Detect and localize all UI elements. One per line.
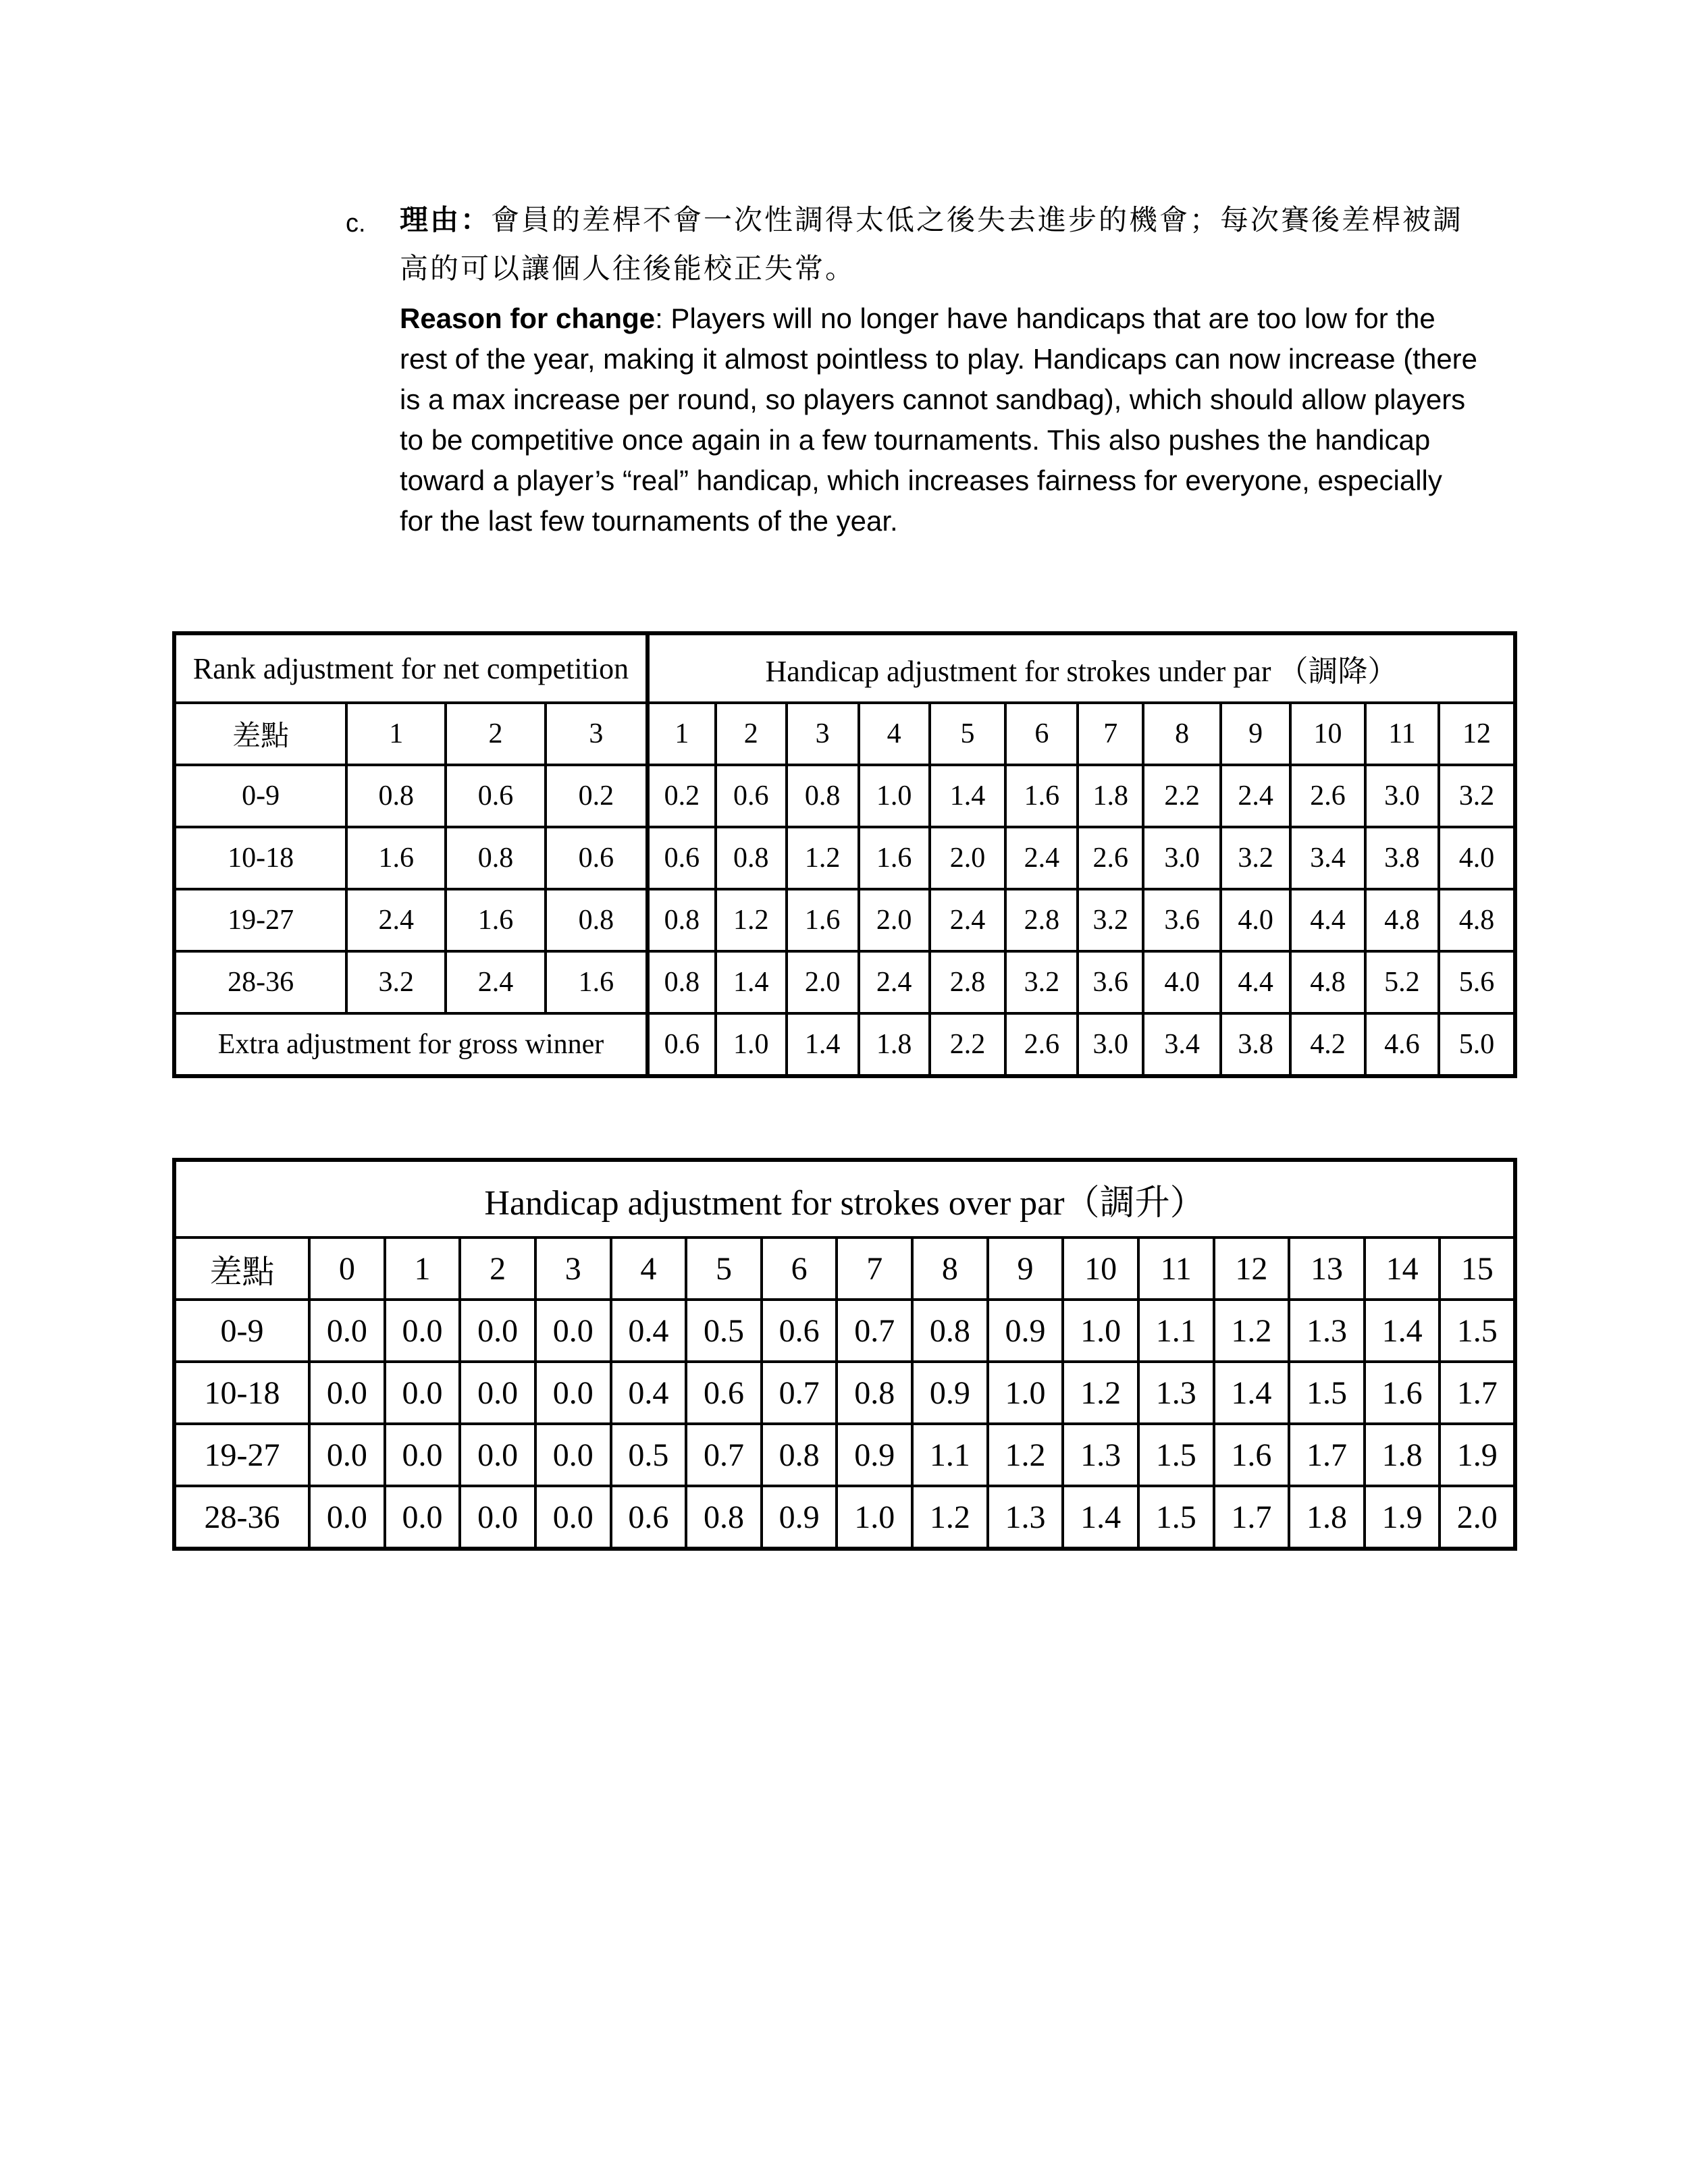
over-par-title: Handicap adjustment for strokes over par（調升） — [174, 1160, 1515, 1237]
under-par-value: 0.8 — [716, 827, 787, 889]
over-par-column-header: 14 — [1365, 1237, 1440, 1300]
rank-value: 0.8 — [446, 827, 545, 889]
under-par-value: 1.2 — [716, 889, 787, 951]
over-par-value: 0.7 — [837, 1300, 912, 1362]
over-par-value: 1.2 — [912, 1486, 988, 1549]
over-par-column-header: 4 — [611, 1237, 687, 1300]
over-par-value: 1.5 — [1289, 1362, 1365, 1424]
over-par-value: 0.6 — [762, 1300, 837, 1362]
under-par-value: 4.8 — [1290, 951, 1365, 1013]
under-par-value: 1.2 — [787, 827, 859, 889]
over-par-column-header: 2 — [460, 1237, 535, 1300]
over-par-value: 0.0 — [385, 1424, 460, 1486]
under-par-value: 2.0 — [787, 951, 859, 1013]
handicap-range: 10-18 — [174, 827, 346, 889]
over-par-value: 1.6 — [1365, 1362, 1440, 1424]
over-par-column-header: 8 — [912, 1237, 988, 1300]
over-par-value: 0.0 — [385, 1362, 460, 1424]
rank-value: 3.2 — [346, 951, 446, 1013]
under-par-value: 1.8 — [1078, 765, 1143, 827]
over-par-adjustment-table — [172, 1158, 1517, 1551]
under-par-value: 5.2 — [1365, 951, 1439, 1013]
under-par-column-header: 12 — [1439, 703, 1515, 765]
over-par-column-header: 10 — [1063, 1237, 1138, 1300]
over-par-value: 0.9 — [762, 1486, 837, 1549]
under-par-value: 2.2 — [1143, 765, 1221, 827]
over-par-value: 0.4 — [611, 1362, 687, 1424]
over-par-value: 0.0 — [535, 1300, 611, 1362]
over-par-value: 1.7 — [1289, 1424, 1365, 1486]
under-par-value: 3.2 — [1078, 889, 1143, 951]
gross-winner-value: 1.8 — [859, 1013, 930, 1076]
under-par-value: 4.8 — [1439, 889, 1515, 951]
under-par-column-header: 2 — [716, 703, 787, 765]
gross-winner-value: 4.6 — [1365, 1013, 1439, 1076]
gross-winner-value: 2.2 — [930, 1013, 1006, 1076]
under-par-value: 1.6 — [1005, 765, 1078, 827]
handicap-range: 28-36 — [174, 1486, 309, 1549]
over-par-value: 0.0 — [535, 1424, 611, 1486]
chinese-reason-text: 會員的差桿不會一次性調得太低之後失去進步的機會；每次賽後差桿被調高的可以讓個人往後能校正失常。 — [400, 203, 1464, 285]
under-par-value: 4.4 — [1221, 951, 1290, 1013]
over-par-column-header: 3 — [535, 1237, 611, 1300]
rank-value: 2.4 — [446, 951, 545, 1013]
over-par-value: 1.3 — [1063, 1424, 1138, 1486]
under-par-value: 0.6 — [648, 827, 716, 889]
gross-winner-row — [174, 1013, 1515, 1076]
over-par-value: 0.8 — [762, 1424, 837, 1486]
over-par-column-header: 0 — [309, 1237, 385, 1300]
rank-adjustment-header: Rank adjustment for net competition — [174, 633, 648, 703]
under-par-value: 4.0 — [1143, 951, 1221, 1013]
under-par-value: 2.0 — [930, 827, 1006, 889]
under-par-value: 0.6 — [716, 765, 787, 827]
under-par-column-header: 6 — [1005, 703, 1078, 765]
over-par-column-header: 7 — [837, 1237, 912, 1300]
under-par-column-header: 8 — [1143, 703, 1221, 765]
under-par-value: 3.0 — [1143, 827, 1221, 889]
gross-winner-value: 3.4 — [1143, 1013, 1221, 1076]
under-par-value: 1.4 — [930, 765, 1006, 827]
under-par-value: 3.0 — [1365, 765, 1439, 827]
over-par-value: 2.0 — [1440, 1486, 1515, 1549]
over-par-value: 1.1 — [1138, 1300, 1214, 1362]
under-par-value: 0.8 — [787, 765, 859, 827]
under-par-value: 5.6 — [1439, 951, 1515, 1013]
under-par-value: 3.6 — [1143, 889, 1221, 951]
over-par-value: 0.7 — [762, 1362, 837, 1424]
table1-column-row — [174, 703, 1515, 765]
handicap-range: 0-9 — [174, 765, 346, 827]
over-par-value: 1.3 — [1138, 1362, 1214, 1424]
table-row — [174, 951, 1515, 1013]
gross-winner-value: 3.8 — [1221, 1013, 1290, 1076]
over-par-value: 1.9 — [1440, 1424, 1515, 1486]
under-par-header: Handicap adjustment for strokes under par （調降） — [648, 633, 1515, 703]
over-par-value: 1.9 — [1365, 1486, 1440, 1549]
rank-value: 1.6 — [546, 951, 648, 1013]
table-row — [174, 1362, 1515, 1424]
over-par-value: 1.0 — [1063, 1300, 1138, 1362]
gross-winner-value: 3.0 — [1078, 1013, 1143, 1076]
under-par-value: 2.4 — [859, 951, 930, 1013]
rank-column-header: 3 — [546, 703, 648, 765]
over-par-value: 0.6 — [611, 1486, 687, 1549]
over-par-value: 0.0 — [309, 1300, 385, 1362]
over-par-value: 1.4 — [1365, 1300, 1440, 1362]
table-row — [174, 889, 1515, 951]
english-reason-label: Reason for change — [400, 302, 656, 334]
over-par-value: 1.6 — [1214, 1424, 1290, 1486]
gross-winner-value: 1.0 — [716, 1013, 787, 1076]
under-par-column-header: 5 — [930, 703, 1006, 765]
over-par-value: 0.0 — [460, 1486, 535, 1549]
over-par-value: 0.5 — [686, 1300, 762, 1362]
over-par-value: 1.7 — [1440, 1362, 1515, 1424]
table-row — [174, 1300, 1515, 1362]
over-par-value: 0.0 — [460, 1300, 535, 1362]
under-par-value: 2.6 — [1290, 765, 1365, 827]
over-par-value: 0.0 — [535, 1362, 611, 1424]
table2-title-row — [174, 1160, 1515, 1237]
under-par-value: 2.4 — [1005, 827, 1078, 889]
over-par-value: 1.1 — [912, 1424, 988, 1486]
over-par-value: 1.8 — [1365, 1424, 1440, 1486]
under-par-value: 2.8 — [1005, 889, 1078, 951]
over-par-column-header: 15 — [1440, 1237, 1515, 1300]
over-par-value: 0.4 — [611, 1300, 687, 1362]
over-par-value: 0.7 — [686, 1424, 762, 1486]
under-par-column-header: 3 — [787, 703, 859, 765]
over-par-column-header: 5 — [686, 1237, 762, 1300]
over-par-column-header: 13 — [1289, 1237, 1365, 1300]
under-par-value: 4.4 — [1290, 889, 1365, 951]
handicap-range: 19-27 — [174, 889, 346, 951]
under-par-column-header: 11 — [1365, 703, 1439, 765]
under-par-value: 0.8 — [648, 889, 716, 951]
under-par-value: 1.0 — [859, 765, 930, 827]
handicap-range: 0-9 — [174, 1300, 309, 1362]
over-par-column-header: 1 — [385, 1237, 460, 1300]
under-par-value: 3.2 — [1005, 951, 1078, 1013]
under-par-value: 2.8 — [930, 951, 1006, 1013]
under-par-value: 4.0 — [1439, 827, 1515, 889]
under-par-value: 3.4 — [1290, 827, 1365, 889]
over-par-value: 0.8 — [912, 1300, 988, 1362]
handicap-column-label: 差點 — [174, 703, 346, 765]
gross-winner-value: 0.6 — [648, 1013, 716, 1076]
reason-section — [348, 196, 1496, 541]
rank-value: 0.8 — [346, 765, 446, 827]
chinese-reason-label: 理由： — [400, 203, 492, 236]
over-par-value: 1.4 — [1214, 1362, 1290, 1424]
rank-value: 0.6 — [446, 765, 545, 827]
over-par-value: 0.6 — [686, 1362, 762, 1424]
gross-winner-value: 1.4 — [787, 1013, 859, 1076]
gross-winner-label: Extra adjustment for gross winner — [174, 1013, 648, 1076]
rank-column-header: 1 — [346, 703, 446, 765]
rank-value: 0.8 — [546, 889, 648, 951]
over-par-value: 0.9 — [837, 1424, 912, 1486]
over-par-value: 0.0 — [460, 1362, 535, 1424]
over-par-value: 0.5 — [611, 1424, 687, 1486]
over-par-value: 0.0 — [309, 1424, 385, 1486]
under-par-column-header: 7 — [1078, 703, 1143, 765]
under-par-value: 0.2 — [648, 765, 716, 827]
over-par-value: 0.0 — [385, 1300, 460, 1362]
table-row — [174, 1486, 1515, 1549]
table-row — [174, 1424, 1515, 1486]
under-par-value: 3.8 — [1365, 827, 1439, 889]
under-par-value: 2.4 — [930, 889, 1006, 951]
gross-winner-value: 2.6 — [1005, 1013, 1078, 1076]
rank-value: 0.6 — [546, 827, 648, 889]
over-par-value: 1.2 — [988, 1424, 1063, 1486]
over-par-value: 1.3 — [1289, 1300, 1365, 1362]
handicap-range: 19-27 — [174, 1424, 309, 1486]
rank-value: 1.6 — [346, 827, 446, 889]
over-par-column-header: 12 — [1214, 1237, 1290, 1300]
over-par-value: 1.3 — [988, 1486, 1063, 1549]
under-par-column-header: 10 — [1290, 703, 1365, 765]
gross-winner-value: 5.0 — [1439, 1013, 1515, 1076]
over-par-value: 1.5 — [1440, 1300, 1515, 1362]
over-par-value: 0.8 — [837, 1362, 912, 1424]
over-par-value: 1.5 — [1138, 1424, 1214, 1486]
under-par-value: 1.4 — [716, 951, 787, 1013]
table2-column-row — [174, 1237, 1515, 1300]
under-par-value: 3.2 — [1439, 765, 1515, 827]
over-par-value: 1.7 — [1214, 1486, 1290, 1549]
under-par-value: 2.6 — [1078, 827, 1143, 889]
over-par-column-header: 9 — [988, 1237, 1063, 1300]
under-par-column-header: 1 — [648, 703, 716, 765]
over-par-value: 0.0 — [309, 1362, 385, 1424]
under-par-value: 0.8 — [648, 951, 716, 1013]
over-par-value: 1.4 — [1063, 1486, 1138, 1549]
under-par-column-header: 4 — [859, 703, 930, 765]
under-par-value: 4.8 — [1365, 889, 1439, 951]
chinese-reason — [348, 196, 1480, 293]
handicap-range: 28-36 — [174, 951, 346, 1013]
rank-value: 2.4 — [346, 889, 446, 951]
under-par-value: 2.0 — [859, 889, 930, 951]
under-par-value: 2.4 — [1221, 765, 1290, 827]
over-par-value: 1.2 — [1063, 1362, 1138, 1424]
over-par-value: 0.0 — [535, 1486, 611, 1549]
table1-header-row — [174, 633, 1515, 703]
gross-winner-value: 4.2 — [1290, 1013, 1365, 1076]
under-par-adjustment-table — [172, 631, 1517, 1078]
under-par-value: 3.2 — [1221, 827, 1290, 889]
under-par-column-header: 9 — [1221, 703, 1290, 765]
table-row — [174, 765, 1515, 827]
over-par-value: 1.2 — [1214, 1300, 1290, 1362]
over-par-value: 0.9 — [912, 1362, 988, 1424]
over-par-value: 1.0 — [988, 1362, 1063, 1424]
under-par-value: 4.0 — [1221, 889, 1290, 951]
over-par-value: 0.0 — [309, 1486, 385, 1549]
english-reason — [348, 298, 1480, 541]
under-par-value: 1.6 — [859, 827, 930, 889]
english-reason-text: : Players will no longer have handicaps that are too low for the rest of the year, making it almost pointless to play. Handicaps can now increase (there is a max increase per round, so players cannot sandbag), which should allow players to be competitive once again in a few tournaments. This also pushes the handicap toward a player’s “real” handicap, which increases fairness for everyone, especially for the last few tournaments of the year. — [400, 302, 1478, 537]
rank-value: 1.6 — [446, 889, 545, 951]
rank-value: 0.2 — [546, 765, 648, 827]
over-par-value: 0.0 — [460, 1424, 535, 1486]
over-par-column-header: 6 — [762, 1237, 837, 1300]
over-par-value: 1.0 — [837, 1486, 912, 1549]
over-par-value: 0.9 — [988, 1300, 1063, 1362]
over-par-value: 1.8 — [1289, 1486, 1365, 1549]
table-row — [174, 827, 1515, 889]
handicap-column-label: 差點 — [174, 1237, 309, 1300]
rank-column-header: 2 — [446, 703, 545, 765]
under-par-value: 1.6 — [787, 889, 859, 951]
section-marker: c. — [346, 209, 366, 238]
over-par-value: 0.8 — [686, 1486, 762, 1549]
under-par-value: 3.6 — [1078, 951, 1143, 1013]
over-par-value: 1.5 — [1138, 1486, 1214, 1549]
handicap-range: 10-18 — [174, 1362, 309, 1424]
over-par-column-header: 11 — [1138, 1237, 1214, 1300]
over-par-value: 0.0 — [385, 1486, 460, 1549]
